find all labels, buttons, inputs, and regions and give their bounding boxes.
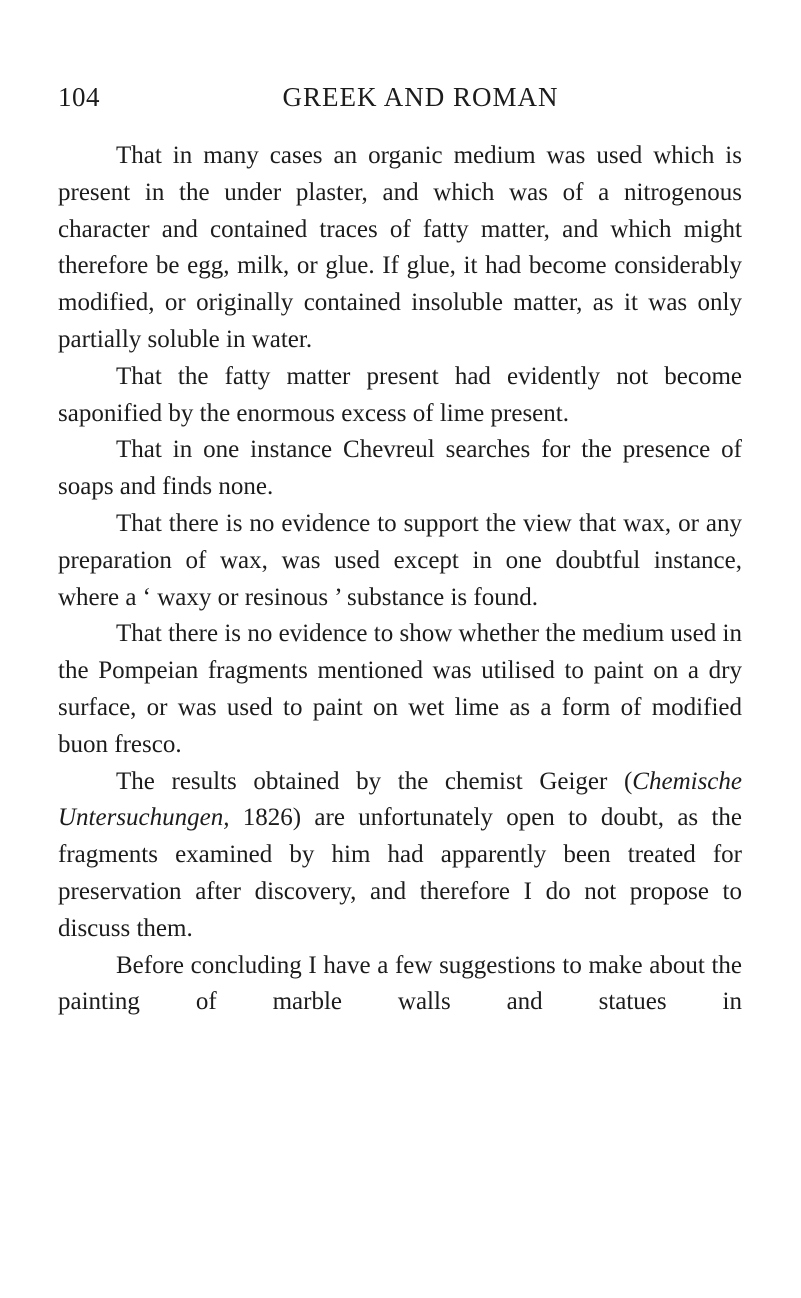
body-text [58, 138, 742, 1021]
paragraph-before-concluding: Before concluding I have a few suggestions to make about the painting of marble walls and statues in [58, 951, 742, 1016]
paragraph-chevreul-soaps: That in one instance Chevreul searches for the presence of soaps and finds none. [58, 436, 742, 501]
running-title: GREEK AND ROMAN [282, 82, 559, 112]
geiger-book-title: Chemische Untersuchungen, [58, 767, 742, 832]
geiger-text-before: The results obtained by the chemist Geiger ( [116, 767, 633, 795]
paragraph-organic-medium: That in many cases an organic medium was used which is present in the under plaster, and which was of a nitrogenous character and contained traces of fatty matter, and which might therefore be egg, milk, or glue. If glue, it had become considerably modified, or originally contained insoluble matter, as it was only partially soluble in water. [58, 142, 742, 353]
paragraph-pompeian-fragments: That there is no evidence to show whether the medium used in the Pompeian fragments mentioned was utilised to paint on a dry surface, or was used to paint on wet lime as a form of modified buon fresco. [58, 620, 742, 758]
running-head [58, 82, 743, 122]
page-number: 104 [58, 82, 100, 112]
paragraph-geiger-results [58, 764, 742, 948]
paragraph-fatty-matter: That the fatty matter present had evidently not become saponified by the enormous excess of lime present. [58, 362, 742, 427]
paragraph-wax-evidence: That there is no evidence to support the view that wax, or any preparation of wax, was used except in one doubtful instance, where a ‘ waxy or resinous ’ substance is found. [58, 509, 742, 611]
geiger-text-after: 1826) are unfortunately open to doubt, as the fragments examined by him had apparently been treated for preservation after discovery, and therefore I do not propose to discuss them. [58, 804, 742, 942]
